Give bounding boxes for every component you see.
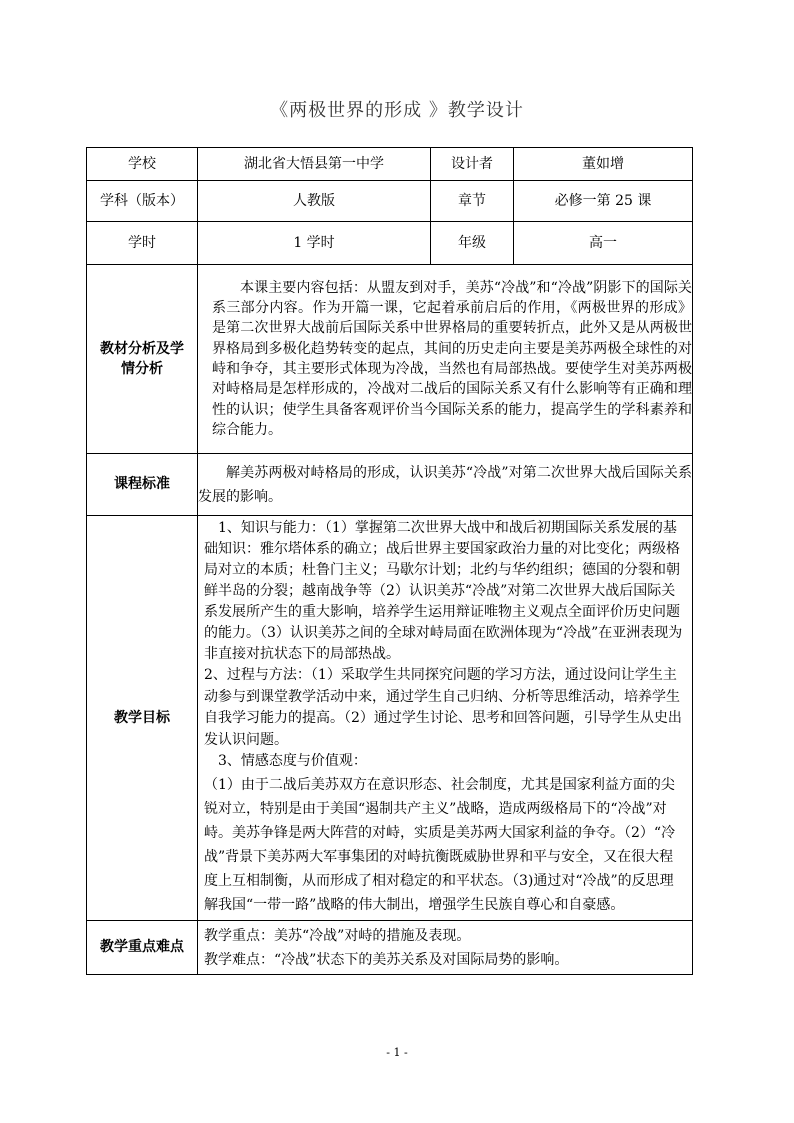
standard-row — [87, 454, 693, 516]
info-row-hours — [87, 222, 693, 265]
grade-label: 年级 — [431, 222, 514, 265]
goal-knowledge: 1、知识与能力：（1）掌握第二次世界大战中和战后初期国际关系发展的基础知识：雅尔塔体系的确立；战后世界主要国家政治力量的对比变化；两级格局对立的本质；杜鲁门主义；马歇尔计划；北约与华约组织；德国的分裂和朝鲜半岛的分裂；越南战争等（2）认识美苏“冷战”对第二次世界大战后国际关系发展所产生的重大影响，培养学生运用辩证唯物主义观点全面评价历史问题的能力。（3）认识美苏之间的全球对峙局面在欧洲体现为“冷战”在亚洲表现为非直接对抗状态下的局部热战。 — [204, 520, 683, 662]
keypoints-row — [87, 921, 693, 975]
school-label: 学校 — [87, 148, 198, 181]
goal-process: 2、过程与方法：（1）采取学生共同探究问题的学习方法，通过设问让学生主动参与到课堂教学活动中来，通过学生自己归纳、分析等思维活动，培养学生自我学习能力的提高。（2）通过学生讨论、思考和回答问题，引导学生从史出发认识问题。 — [204, 667, 682, 748]
teaching-difficulty: 教学难点：“冷战”状态下的美苏关系及对国际局势的影响。 — [204, 951, 569, 968]
analysis-row — [87, 265, 693, 454]
hours-value: 1 学时 — [198, 222, 431, 265]
analysis-text: 本课主要内容包括：从盟友到对手，美苏“冷战”和“冷战”阴影下的国际关系三部分内容。作为开篇一课，它起着承前启后的作用，《两极世界的形成》是第二次世界大战前后国际关系中世界格局的重要转折点，此外又是从两极世界格局到多极化趋势转变的起点，其间的历史走向主要是美苏两极全球性的对峙和争夺，其主要形式体现为冷战，当然也有局部热战。要使学生对美苏两极对峙格局是怎样形成的，冷战对二战后的国际关系又有什么影响等有正确和理性的认识；使学生具备客观评价当今国际关系的能力，提高学生的学科素养和综合能力。 — [198, 265, 693, 454]
hours-label: 学时 — [87, 222, 198, 265]
keypoints-label: 教学重点难点 — [87, 921, 198, 975]
info-row-subject — [87, 181, 693, 222]
goals-row — [87, 516, 693, 921]
lesson-plan-table — [86, 147, 693, 975]
goals-label: 教学目标 — [87, 516, 198, 921]
analysis-label: 教材分析及学情分析 — [87, 265, 198, 454]
info-row-school — [87, 148, 693, 181]
standard-text: 解美苏两极对峙格局的形成，认识美苏“冷战”对第二次世界大战后国际关系发展的影响。 — [198, 454, 693, 516]
subject-value: 人教版 — [198, 181, 431, 222]
document-title: 《两极世界的形成 》教学设计 — [270, 100, 524, 121]
goal-attitude-heading: 3、情感态度与价值观： — [218, 753, 367, 769]
school-value: 湖北省大悟县第一中学 — [198, 148, 431, 181]
goals-cell — [198, 516, 693, 921]
chapter-label: 章节 — [431, 181, 514, 222]
keypoints-cell — [198, 921, 693, 975]
standard-label: 课程标准 — [87, 454, 198, 516]
goal-attitude-text: （1）由于二战后美苏双方在意识形态、社会制度，尤其是国家利益方面的尖锐对立，特别是由于美国“遏制共产主义”战略，造成两级格局下的“冷战”对峙。美苏争锋是两大阵营的对峙，实质是美苏两大国家利益的争夺。（2）“冷战”背景下美苏两大军事集团的对峙抗衡既威胁世界和平与安全，又在很大程度上互相制衡，从而形成了相对稳定的和平状态。（3)通过对“冷战”的反思理解我国“一带一路”战略的伟大制出，增强学生民族自尊心和自豪感。 — [204, 776, 676, 913]
designer-label: 设计者 — [431, 148, 514, 181]
subject-label: 学科（版本） — [87, 181, 198, 222]
chapter-value: 必修一第 25 课 — [514, 181, 693, 222]
grade-value: 高一 — [514, 222, 693, 265]
teaching-focus: 教学重点：美苏“冷战”对峙的措施及表现。 — [204, 927, 471, 944]
designer-value: 董如增 — [514, 148, 693, 181]
page-number: - 1 - — [386, 1046, 408, 1059]
